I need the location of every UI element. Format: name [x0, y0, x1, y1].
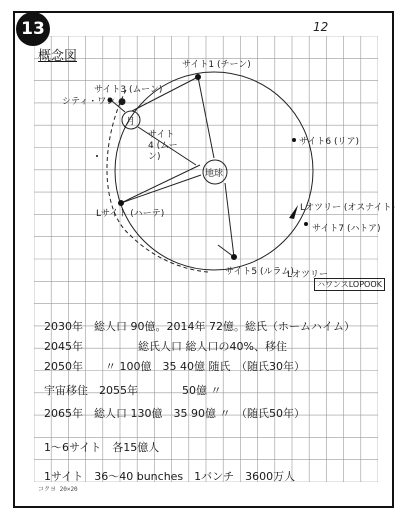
- site2-label: Lサイト (ハーテ): [96, 209, 165, 219]
- site7-label: サイト7 (ハトア): [312, 224, 381, 234]
- note-line-3: 2050年 〃 100億 35 40億 随氏 （随氏30年）: [44, 360, 305, 373]
- arrow-earth-site5: [225, 183, 234, 257]
- site1-label: サイト1 (チーン): [182, 60, 251, 70]
- site1-dot: [195, 74, 201, 80]
- stray-mark: [96, 155, 98, 157]
- site5-dot: [231, 254, 237, 260]
- site5-label: サイト5 (ルラム): [225, 267, 294, 277]
- note-line-6: 1～6サイト 各15億人: [44, 441, 160, 454]
- lagrange-box-label: ハワンスLOPOOK: [314, 278, 385, 291]
- lagrange-tree-marker: [289, 205, 298, 219]
- page-number: 12: [313, 20, 329, 34]
- site6-dot: [292, 138, 296, 142]
- paper-product-code: コクヨ 20×20: [38, 486, 78, 493]
- lagrange-tree-label: Lオツリー (オスナイト): [300, 203, 395, 213]
- site7-dot: [304, 222, 308, 226]
- city-one-label: シティ・ワン ●: [62, 97, 126, 107]
- arrow-site2-earth-b: [121, 165, 200, 203]
- note-line-1: 2030年 総人口 90億。2014年 72億。総氏（ホームハイム）: [44, 320, 355, 333]
- arrow-site2-earth: [121, 175, 201, 203]
- site4-label: サイト4 (ムーン): [148, 130, 178, 162]
- arrow-site1-earth: [198, 77, 214, 158]
- site6-label: サイト6 (リア): [299, 137, 359, 147]
- lagrange-tree-label-2: Lオツリー: [287, 270, 329, 280]
- section-number-text: 13: [21, 19, 45, 39]
- note-line-2: 2045年 総氏人口 総人口の40%、移住: [44, 340, 287, 353]
- note-line-4: 宇宙移住 2055年 50億 〃: [44, 384, 222, 397]
- note-line-5: 2065年 総人口 130億 35 90億 〃 （随氏50年）: [44, 407, 305, 420]
- earth-label: 地球: [205, 169, 224, 179]
- concept-diagram-title: 概念図: [38, 49, 78, 64]
- site3-label: サイト3 (ムーン): [94, 85, 163, 95]
- note-line-7: 1サイト 36～40 bunches 1バンチ 3600万人: [44, 470, 296, 483]
- moon-label: 月: [126, 117, 136, 127]
